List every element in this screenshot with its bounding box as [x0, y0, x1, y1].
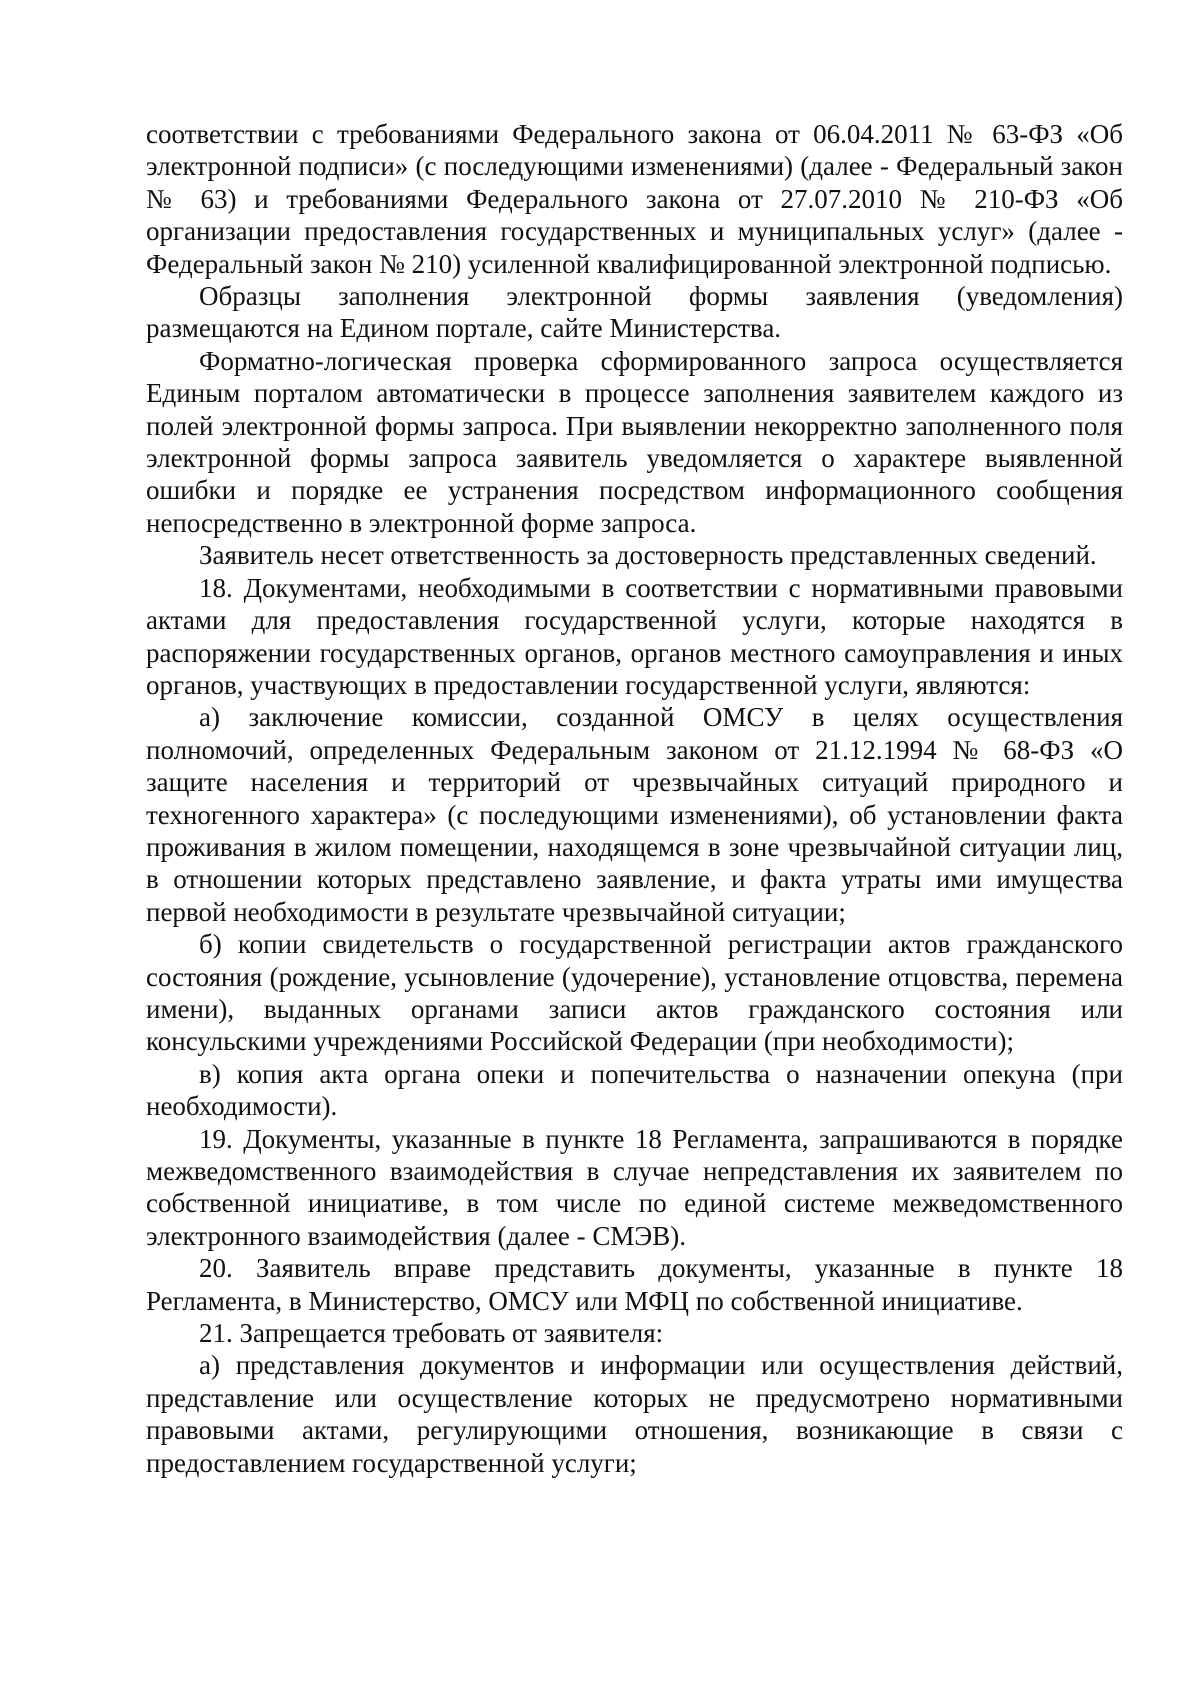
paragraph-item-21-a: а) представления документов и информации или осуществления действий, представление или осуществление которых не предусмотрено нормативными правовыми актами, регулирующими отношения, возникающие в связи с предоставлением государственной услуги; [146, 1350, 1123, 1478]
paragraph-item-18-c: в) копия акта органа опеки и попечительства о назначении опекуна (при необходимости). [146, 1058, 1123, 1122]
paragraph-item-18-b: б) копии свидетельств о государственной регистрации актов гражданского состояния (рождение, усыновление (удочерение), установление отцовства, перемена имени), выданных органами записи актов гражданского состояния или консульскими учреждениями Российской Федерации (при необходимости); [146, 929, 1123, 1057]
paragraph-responsibility: Заявитель несет ответственность за достоверность представленных сведений. [199, 540, 1097, 571]
paragraph-item-20: 20. Заявитель вправе представить документы, указанные в пункте 18 Регламента, в Министерство, ОМСУ или МФЦ по собственной инициативе. [146, 1253, 1123, 1316]
document-page [146, 118, 1123, 1479]
paragraph-item-21: 21. Запрещается требовать от заявителя: [199, 1318, 664, 1349]
paragraph-samples: Образцы заполнения электронной формы заявления (уведомления) размещаются на Едином портале, сайте Министерства. [146, 281, 1123, 344]
paragraph-continuation: соответствии с требованиями Федерального закона от 06.04.2011 № 63-ФЗ «Об электронной подписи» (с последующими изменениями) (далее - Федеральный закон № 63) и требованиями Федерального закона от 27.07.2010 № 210-ФЗ «Об организации предоставления государственных и муниципальных услуг» (далее - Федеральный закон № 210) усиленной квалифицированной электронной подписью. [146, 119, 1123, 279]
paragraph-item-18: 18. Документами, необходимыми в соответствии с нормативными правовыми актами для предоставления государственной услуги, которые находятся в распоряжении государственных органов, органов местного самоуправления и иных органов, участвующих в предоставлении государственной услуги, являются: [146, 572, 1123, 700]
paragraph-item-18-a: а) заключение комиссии, созданной ОМСУ в целях осуществления полномочий, определенных Федеральным законом от 21.12.1994 № 68-ФЗ «О защите населения и территорий от чрезвычайных ситуаций природного и техногенного характера» (с последующими изменениями), об установлении факта проживания в жилом помещении, находящемся в зоне чрезвычайной ситуации лиц, в отношении которых представлено заявление, и факта утраты ими имущества первой необходимости в результате чрезвычайной ситуации; [146, 702, 1123, 927]
paragraph-item-19: 19. Документы, указанные в пункте 18 Регламента, запрашиваются в порядке межведомственного взаимодействия в случае непредставления их заявителем по собственной инициативе, в том числе по единой системе межведомственного электронного взаимодействия (далее - СМЭВ). [146, 1123, 1123, 1251]
paragraph-format-check: Форматно-логическая проверка сформированного запроса осуществляется Единым порталом автоматически в процессе заполнения заявителем каждого из полей электронной формы запроса. При выявлении некорректно заполненного поля электронной формы запроса заявитель уведомляется о характере выявленной ошибки и порядке ее устранения посредством информационного сообщения непосредственно в электронной форме запроса. [146, 345, 1123, 538]
